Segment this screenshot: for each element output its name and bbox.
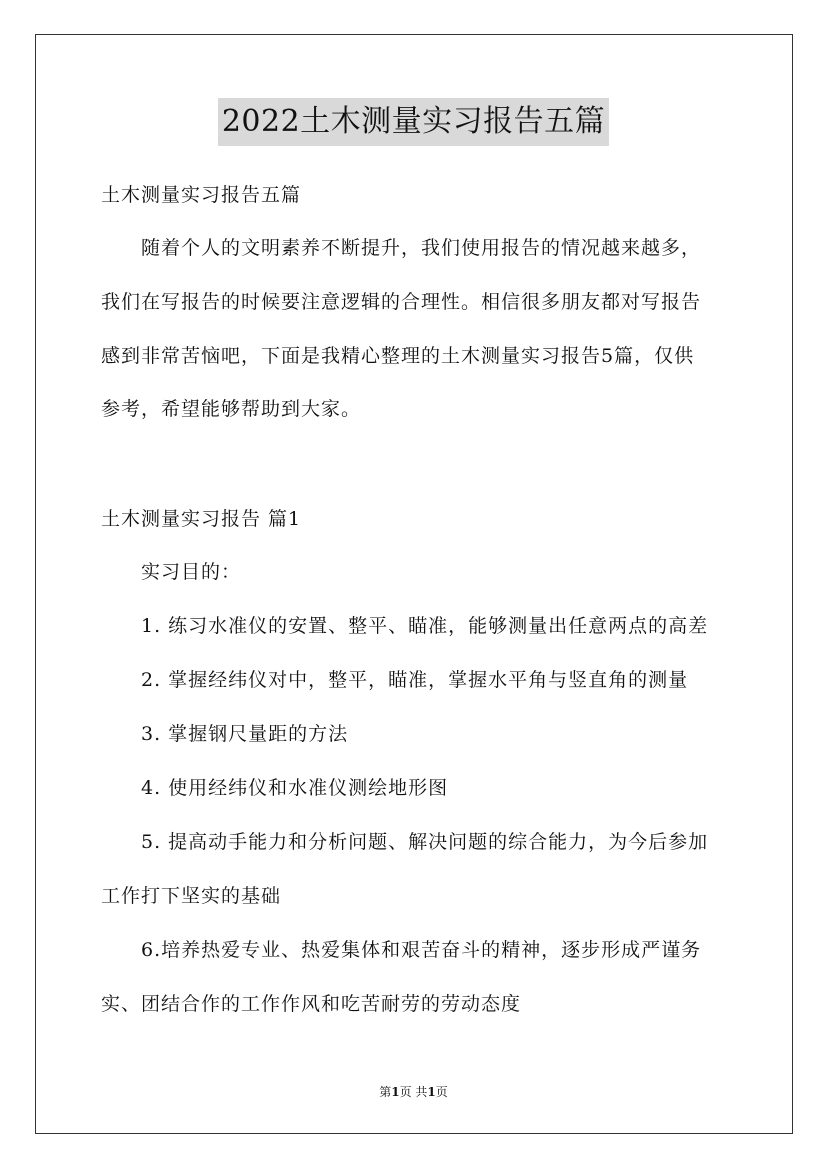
list-item: 1. 练习水准仪的安置、整平、瞄准，能够测量出任意两点的高差 bbox=[141, 615, 709, 637]
purpose-label: 实习目的： bbox=[141, 561, 242, 583]
document-subtitle: 土木测量实习报告五篇 bbox=[101, 184, 302, 206]
intro-line: 随着个人的文明素养不断提升，我们使用报告的情况越来越多， bbox=[141, 237, 702, 259]
list-item-continuation: 工作打下坚实的基础 bbox=[101, 885, 282, 907]
intro-line: 参考，希望能够帮助到大家。 bbox=[101, 398, 362, 420]
list-item: 4. 使用经纬仪和水准仪测绘地形图 bbox=[141, 777, 449, 799]
list-item: 5. 提高动手能力和分析问题、解决问题的综合能力，为今后参加 bbox=[141, 831, 709, 853]
footer-total-pages: 1 bbox=[427, 1085, 436, 1099]
section-heading: 土木测量实习报告 篇1 bbox=[101, 508, 302, 530]
footer-page-suffix: 页 bbox=[435, 1085, 448, 1099]
list-item: 2. 掌握经纬仪对中，整平，瞄准，掌握水平角与竖直角的测量 bbox=[141, 669, 689, 691]
list-item: 6.培养热爱专业、热爱集体和艰苦奋斗的精神，逐步形成严谨务 bbox=[141, 939, 702, 961]
page-footer bbox=[0, 1084, 827, 1100]
intro-line: 感到非常苦恼吧，下面是我精心整理的土木测量实习报告5篇，仅供 bbox=[101, 345, 695, 367]
list-item: 3. 掌握钢尺量距的方法 bbox=[141, 723, 349, 745]
intro-line: 我们在写报告的时候要注意逻辑的合理性。相信很多朋友都对写报告 bbox=[101, 291, 702, 313]
document-title: 2022土木测量实习报告五篇 bbox=[218, 98, 609, 146]
list-item-continuation: 实、团结合作的工作作风和吃苦耐劳的劳动态度 bbox=[101, 993, 522, 1015]
footer-page-mid: 页 共 bbox=[399, 1085, 428, 1099]
footer-page-number: 1 bbox=[391, 1085, 400, 1099]
footer-page-prefix: 第 bbox=[379, 1085, 392, 1099]
title-wrap bbox=[0, 98, 827, 146]
